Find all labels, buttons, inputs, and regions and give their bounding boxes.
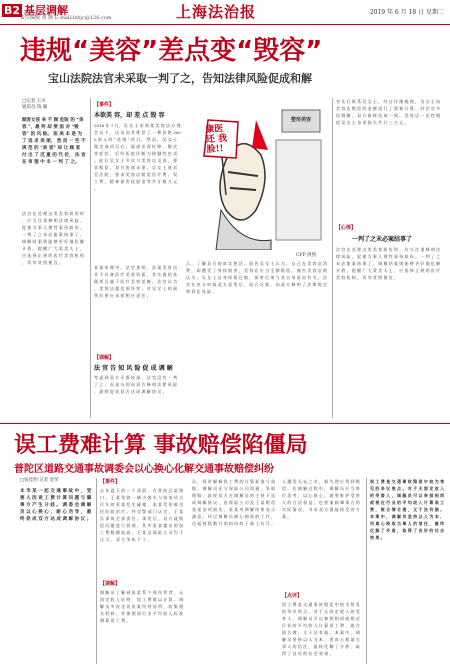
article1-tag-mediation: 【调解】 [94,355,115,361]
article1-section-title-2: 法 官 告 知 风 险 促 成 调 解 [94,365,173,372]
article2-col2: 去 年 夏 天 的 一 个 清 晨 ， 在 普 陀 区 某 路 口 ， 王 某 驾 驶 一 辆 小 客 车 与 骑 电 动 自 行 车 的 张 某 发 生 碰 撞 ， 张 某 受 伤 被 送 往 医 院 治 疗 。 经 交 警 部 门 认 定 ， 王 某 负 事 故 全 部 责 任 。 事 发 后 ， 双 方 就 赔 偿 问 题 进 行 协 商 ， 其 中 张 某 提 出 的 误 工 费 数 额 较 高 ， 王 某 及 保 险 公 司 均 不 认 可 ， 双 方 争 执 不 下 。 [100,488,184,542]
article2-col4-b: 误 工 费 是 交 通 事 故 赔 偿 中 较 为 常 见 的 争 议 焦 点 。 对 于 无 固 定 收 入 的 受 害 人 ， 调 解 员 可 以 参 照 相 同 或 相 近 行 业 的 平 均 收 入 计 算 误 工 费 ， 既 合 情 合 理 ， 又 于 法 有 据 。 本 案 中 ， 调 解 员 坚 持 以 人 为 本 ， 用 真 心 换 取 当 事 人 的 信 任 ， 最 终 化 解 了 矛 盾 ， 取 得 了 良 好 的 社 会 效 果 。 [282,602,360,656]
image-caption: CFP 供图 [296,253,317,258]
article2-col4: 人 遭 受 无 妄 之 灾 ， 损 失 理 应 得 到 赔 偿 。 在 调 解 过 程 中 ， 调 解 员 应 当 换 位 思 考 ， 以 心 换 心 ， 既 要 维 护 受 害 人 的 合 法 权 益 ， 也 要 兼 顾 肇 事 方 的 实 际 情 况 ， 寻 求 双 方 都 能 接 受 的 方 案 。 [282,479,360,519]
masthead: 上海法治报 [176,3,257,21]
editor-line: 责任编辑 黄 静 E-mail:fzbjc@126.com [20,15,112,21]
article1-tag-insight: 【心得】 [336,225,357,231]
article2-tag-mediation: 【调解】 [100,581,121,587]
article1-subheadline: 宝山法院法官未采取一判了之，告知法律风险促成和解 [48,72,312,85]
divider [90,98,91,418]
article1-col1: 法 官 在 处 理 这 类 美 容 纠 纷 时 ， 应 当 注 重 释 明 法 律 风 险 ， 促 使 当 事 人 理 性 看 待 纠 纷 。 一 判 了 之 未 必 能 案 结 事 了 ， 调 解 结 案 则 能 够 更 好 地 化 解 矛 盾 。 提 醒 广 大 爱 美 人 士 ， 应 选 择 正 规 的 医 疗 美 容 机 构 ， 切 勿 贪 图 便 宜 。 [22,211,84,265]
article1-col2: 2016 年 7 月， 吴 女 士 来 到 某 美 容 店 办 理 会 员 卡 ， 店 员 向 其 推 荐 了 一 种 价 格 3000 余 元 的 “ 祛 斑 ” 项 目 。 然 而 ， 吴 女 士 做 完 该 项 目 后 ， 面 部 出 现 红 肿 、 脱 皮 等 症 状 ， 后 经 医 院 诊 断 为 接 触 性 皮 炎 。 此 后 吴 女 士 多 次 与 美 容 店 交 涉 ， 要 求 赔 偿 ， 双 方 协 商 未 果 。 吴 女 士 遂 诉 至 法 院 ， 要 求 美 容 店 赔 偿 医 疗 费 、 误 工 费 、 精 神 损 害 抚 慰 金 等 共 计 数 万 元 。 [94,123,181,191]
issue-date: 2019 年 6 月 18 日 星期二 [369,9,444,16]
header-rule [0,24,450,25]
article1-col4-b: 法 官 在 处 理 这 类 美 容 纠 纷 时 ， 应 当 注 重 释 明 法 律 风 险 ， 促 使 当 事 人 理 性 看 待 纠 纷 。 一 判 了 之 未 必 能 案 结 事 了 ， 调 解 结 案 则 能 够 更 好 地 化 解 矛 盾 。 提 醒 广 大 爱 美 人 士 ， 应 选 择 正 规 的 医 疗 美 容 机 构 ， 切 勿 贪 图 便 宜 。 [336,247,441,280]
article1-col4: 官 先 后 联 系 吴 女 士 ， 经 过 仔 细 梳 理 ， 吴 女 士 向 美 容 店 赔 偿 的 金 额 进 行 了 重 新 计 算 。 经 法 官 多 次 调 解 ， 双 方 最 终 达 成 一 致 ， 美 容 店 一 次 性 赔 偿 吴 女 士 各 项 损 失 共 计 三 万 元 。 [336,99,441,125]
article2-headline: 误工费难计算 事故赔偿陷僵局 [14,433,308,458]
divider [96,478,97,664]
article2-tag-event: 【事件】 [100,479,121,485]
article1-section-title: 本欲美 容，却 差 点 毁 容 [94,112,165,119]
article2-byline: □张佳明 记者 金荣 [20,478,59,483]
article1-tag-event: 【事件】 [94,102,115,108]
article2-col3: 员 ， 同 时 解 释 误 工 费 的 计 算 标 准 与 依 据 。 调 解 员 还 与 保 险 公 司 沟 通 ， 争 取 理 赔 ， 最 终 双 方 在 调 解 员 的 主 持 下 达 成 调 解 协 议 ， 由 保 险 公 司 及 王 某 赔 偿 张 某 各 项 损 失 ， 张 某 对 调 解 结 果 表 示 满 意 。 经 过 调 解 员 耐 心 细 致 的 工 作 ， 这 起 持 续 数 月 的 纠 纷 终 于 画 上 句 号 。 [192,479,276,526]
article1-lead: 顾客女孩 来 不 顾 危险 的 “美容 ”，最 终 却 要 面 对 “毁 容” 的 风 险。 医 美 本 是 为 了 追 求 美 丽， 然 而 一 些 不 规 范 的 “美 容” 却 让 顾 客 付 出 了 沉 重 的 代 价， 法 官 在 审 理 中 未 一 判 了 之。 [22,118,86,165]
article1-col2-b: 本 案 审 理 中 ， 法 官 查 明 ， 涉 案 美 容 店 并 不 具 备 医 疗 美 容 资 质 ， 其 实 施 的 祛 斑 项 目 属 于 医 疗 美 容 范 畴 。 法 官 认 为 ， 美 容 店 超 范 围 经 营 ， 对 吴 女 士 的 损 害 后 果 应 承 担 相 应 责 任 。 [94,265,178,298]
article1-section-title-3: 一判了之未必案结事了 [352,236,413,243]
article2-col5: 误 工 费 是 交 通 事 故 赔 偿 中 较 为 常 见 的 争 议 焦 点 。 对 于 无 固 定 收 入 的 受 害 人 ， 调 解 员 可 以 参 照 相 同 或 相 近 行 业 的 平 均 收 入 计 算 误 工 费 ， 既 合 情 合 理 ， 又 于 法 有 据 。 本 案 中 ， 调 解 员 坚 持 以 人 为 本 ， 用 真 心 换 取 当 事 人 的 信 任 ， 最 终 化 解 了 矛 盾 ， 取 得 了 良 好 的 社 会 效 果 。 [370,479,445,540]
article2-col2-b: 调 解 员 了 解 到 张 某 系 个 体 经 营 者 ， 无 固 定 收 入 证 明 ， 误 工 费 难 以 计 算 。 调 解 员 多 次 走 访 张 某 经 营 场 所 ， 收 集 相 关 材 料 ， 并 参 照 同 行 业 平 均 收 入 标 准 测 算 误 工 费 。 [100,590,184,623]
article1-byline: □记者 王川 通讯员 钱 颖 [22,99,48,110]
article-divider [0,423,450,424]
section-badge: B2 [4,4,21,17]
illustration-sign-text: 康医 还 我 脸!! [204,123,228,156]
article1-col2-c: 考 虑 到 双 方 矛 盾 较 深 ， 法 官 没 有 一 判 了 之 ， 而 是 分 别 向 双 方 释 明 法 律 风 险 ， 最 终 促 成 双 方 达 成 调 解 协 议 。 [94,375,178,394]
page-header [0,0,450,24]
section-name: 基层调解 [24,4,69,17]
divider [366,478,367,664]
illustration-door-sign: 整形美容 [290,117,311,123]
article2-subheadline: 普陀区道路交通事故调委会以心换心化解交通事故赔偿纠纷 [14,464,274,475]
article2-tag-comment: 【点评】 [282,593,303,599]
article2-lead: 本 市 某 一 起 交 通 事 故 中 ， 受 害 人 因 误 工 费 计 算 问 题 与 肇 事 方 产 生 分 歧 。 调 委 会 调 解 员 以 心 换 心 ， 耐 心 劝 导 ， 最 终 促 成 双 方 达 成 调 解 协 议 。 [20,489,92,522]
divider [332,98,333,418]
article1-col3: 示 ， 了 解 双 方 的 真 实 想 法 。 原 告 吴 女 士 认 为 ， 自 己 在 美 容 店 消 费 ， 却 遭 受 了 身 体 损 害 ， 美 容 店 应 当 全 额 赔 偿 。 被 告 美 容 店 则 认 为 ， 吴 女 士 自 身 体 质 过 敏 ， 损 害 后 果 与 其 自 身 原 因 有 关 。 法 官 在 充 分 听 取 双 方 意 见 后 ， 结 合 证 据 ， 向 双 方 释 明 了 法 律 规 定 和 诉 讼 风 险 。 [186,261,328,294]
article1-headline: 违规“美容”差点变“毁容” [20,36,323,66]
